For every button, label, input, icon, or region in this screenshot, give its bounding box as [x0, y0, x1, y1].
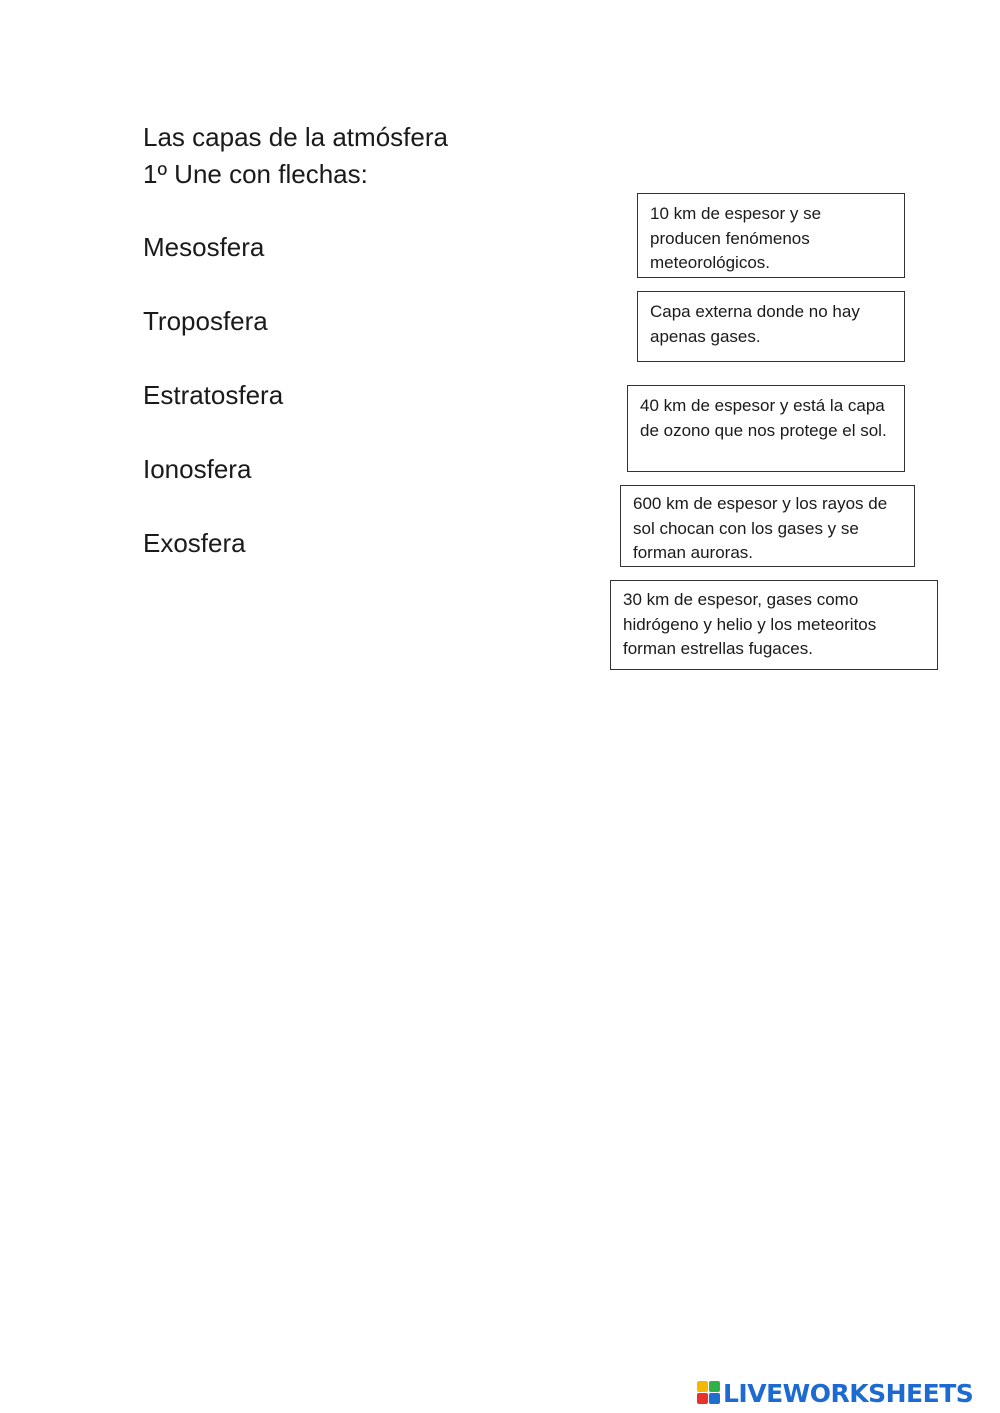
layer-item-troposfera[interactable]: Troposfera [143, 306, 268, 336]
description-box[interactable]: 600 km de espesor y los rayos de sol chocan con los gases y se forman auroras. [620, 485, 915, 567]
liveworksheets-logo-icon [697, 1381, 721, 1405]
worksheet-title: Las capas de la atmósfera [143, 122, 448, 152]
logo-text: LIVEWORKSHEETS [723, 1378, 974, 1408]
layer-item-mesosfera[interactable]: Mesosfera [143, 232, 265, 262]
layer-item-estratosfera[interactable]: Estratosfera [143, 380, 284, 410]
description-box[interactable]: 30 km de espesor, gases como hidrógeno y helio y los meteoritos forman estrellas fugaces. [610, 580, 938, 670]
description-box[interactable]: Capa externa donde no hay apenas gases. [637, 291, 905, 362]
layer-item-exosfera[interactable]: Exosfera [143, 528, 246, 558]
liveworksheets-logo [697, 1378, 973, 1408]
description-box[interactable]: 10 km de espesor y se producen fenómenos meteorológicos. [637, 193, 905, 278]
layer-item-ionosfera[interactable]: Ionosfera [143, 454, 252, 484]
description-box[interactable]: 40 km de espesor y está la capa de ozono que nos protege el sol. [627, 385, 905, 472]
instruction-text: 1º Une con flechas: [143, 159, 368, 189]
